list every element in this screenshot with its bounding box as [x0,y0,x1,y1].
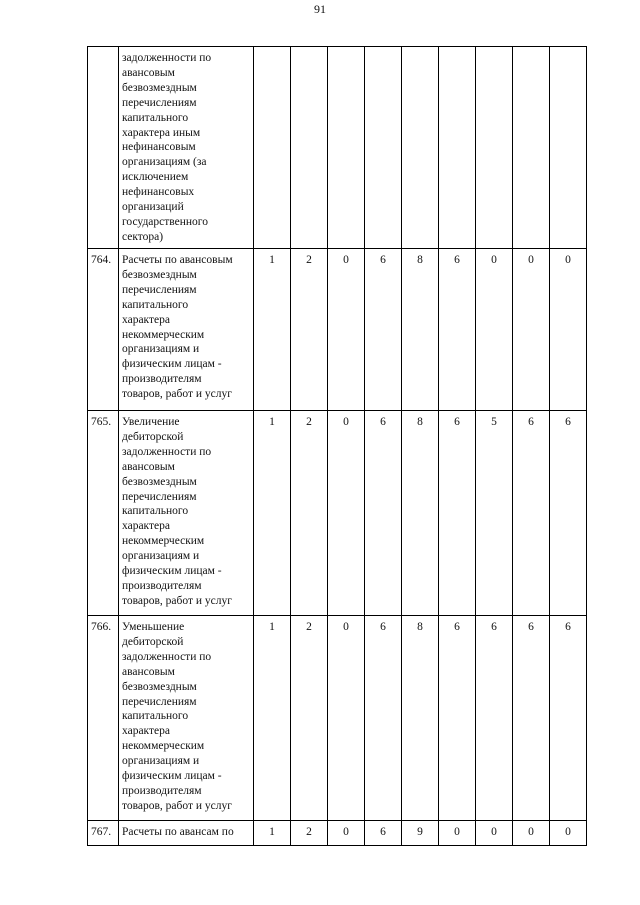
code-digit: 0 [328,249,365,411]
code-digit: 2 [291,249,328,411]
row-number: 764. [88,249,119,411]
code-digit: 0 [476,821,513,846]
row-number: 767. [88,821,119,846]
row-name-text: Увеличение дебиторской задолженности по авансовым безвозмездным перечислениям капитального характера некоммерческим организациям и физическим лицам - производителям товаров, работ и услуг [122,416,232,607]
code-digit [513,47,550,249]
code-digit: 1 [254,616,291,821]
page-number: 91 [314,2,326,16]
table-row [88,249,587,411]
code-digit: 9 [402,821,439,846]
row-name [119,821,254,846]
code-digit [291,47,328,249]
code-digit: 5 [476,411,513,616]
code-digit: 6 [365,616,402,821]
code-digit: 1 [254,411,291,616]
code-digit [550,47,587,249]
code-digit: 8 [402,411,439,616]
code-digit [254,47,291,249]
table-body [88,47,587,846]
code-digit [439,47,476,249]
code-digit: 6 [439,249,476,411]
code-digit: 2 [291,616,328,821]
code-digit: 0 [328,821,365,846]
row-number: 766. [88,616,119,821]
table-row [88,616,587,821]
code-digit: 6 [365,249,402,411]
row-name-text: задолженности по авансовым безвозмездным перечислениям капитального характера иным нефинансовым организациям (за исключением нефинансовых организаций государственного сектора) [122,52,212,243]
code-digit [328,47,365,249]
code-digit: 6 [550,411,587,616]
code-digit: 0 [513,249,550,411]
code-digit: 6 [365,821,402,846]
code-digit: 8 [402,249,439,411]
code-digit: 6 [513,411,550,616]
code-digit: 0 [328,411,365,616]
row-number [88,47,119,249]
code-digit: 0 [550,249,587,411]
table-row [88,821,587,846]
code-digit: 8 [402,616,439,821]
code-digit: 0 [550,821,587,846]
row-name-text: Расчеты по авансовым безвозмездным перечислениям капитального характера некоммерческим организациям и физическим лицам - производителям товаров, работ и услуг [122,254,233,401]
code-digit: 0 [439,821,476,846]
code-digit: 1 [254,821,291,846]
row-name [119,616,254,821]
table-row [88,411,587,616]
code-digit: 2 [291,821,328,846]
code-digit: 6 [476,616,513,821]
row-number: 765. [88,411,119,616]
code-digit: 6 [513,616,550,821]
code-digit [476,47,513,249]
code-digit: 1 [254,249,291,411]
code-digit: 0 [513,821,550,846]
code-digit: 6 [439,411,476,616]
code-digit: 0 [328,616,365,821]
code-digit: 6 [365,411,402,616]
code-digit: 0 [476,249,513,411]
row-name-text: Уменьшение дебиторской задолженности по авансовым безвозмездным перечислениям капитального характера некоммерческим организациям и физическим лицам - производителям товаров, работ и услуг [122,621,232,812]
accounts-table [87,46,587,846]
table-row [88,47,587,249]
row-name [119,47,254,249]
row-name [119,411,254,616]
code-digit: 6 [439,616,476,821]
row-name [119,249,254,411]
code-digit: 6 [550,616,587,821]
code-digit [365,47,402,249]
row-name-text: Расчеты по авансам по [122,826,234,838]
code-digit: 2 [291,411,328,616]
code-digit [402,47,439,249]
